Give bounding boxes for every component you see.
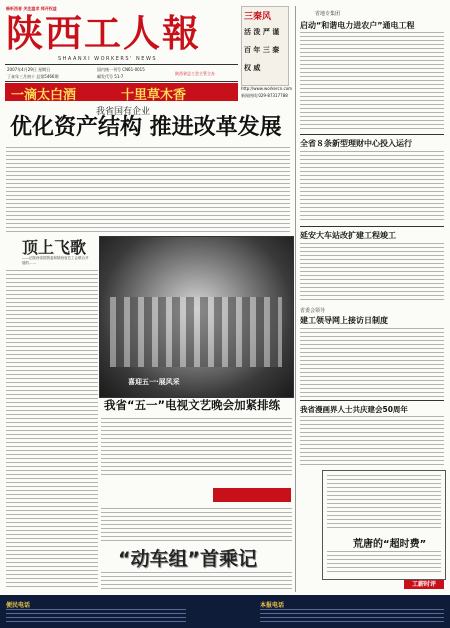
- masthead-info-box: [5, 64, 238, 82]
- left-feature-body: [6, 270, 98, 590]
- side-promo-line-2: 百 年 三 秦: [244, 46, 280, 54]
- main-article-headline: 优化资产结构 推进改革发展: [10, 115, 282, 140]
- side-promo: [241, 6, 289, 86]
- right-body-5: [300, 416, 444, 466]
- footer-left-label: 便民电话: [6, 602, 31, 609]
- left-feature-headline: 顶上飞歌: [22, 238, 87, 257]
- column-divider: [295, 6, 296, 592]
- right-body-2: [300, 151, 444, 223]
- logo-pinyin: SHAANXI WORKERS' NEWS: [58, 56, 158, 62]
- commentary-title: 荒唐的“超时费”: [353, 539, 427, 550]
- footer-left-text: [6, 609, 186, 623]
- news-hotline: 新闻热线:029-87317788: [241, 93, 288, 98]
- side-promo-line-3: 权 威: [244, 64, 261, 72]
- main-article-body: [6, 147, 290, 232]
- ad-banner-left: 一滴太白酒: [11, 88, 77, 103]
- right-body-3: [300, 243, 444, 303]
- right-body-4: [300, 328, 444, 398]
- top-slogan: 畅听西音 关注温求 拜开权益: [6, 6, 57, 11]
- right-headline-3: 延安大车站改扩建工程竣工: [300, 231, 396, 240]
- newspaper-logo: 陕西工人報: [6, 12, 201, 55]
- right-rule-3: [300, 400, 444, 401]
- right-rule-1: [300, 134, 444, 135]
- side-promo-line-1: 活 泼 严 谨: [244, 28, 280, 36]
- gala-red-box: [213, 488, 291, 502]
- photo-dancers: [110, 297, 282, 367]
- side-promo-label: 三秦风: [244, 12, 272, 22]
- right-headline-5: 我省漫画界人士共庆建会50周年: [300, 405, 408, 414]
- right-kicker-4: 省委会领导: [300, 308, 326, 314]
- date-line: 2007年4月29日 星期日: [7, 67, 51, 72]
- footer-bar: [0, 595, 450, 628]
- commentary-box: [322, 470, 446, 580]
- right-headline-4: 建工领导网上接访日制度: [300, 316, 388, 325]
- right-headline-1: 启动“和谐电力进农户”通电工程: [300, 21, 415, 30]
- lower-column-body: [101, 508, 292, 541]
- right-header: 省地专集团: [315, 11, 341, 17]
- issue-line: 丁亥年三月初十 总第5466期: [7, 74, 59, 79]
- footer-right-text: [260, 609, 444, 623]
- bottom-body: [101, 572, 292, 592]
- gala-photo: [99, 236, 294, 398]
- right-body-1: [300, 32, 444, 132]
- postal-code: 邮发代号 51-7: [97, 74, 124, 79]
- publisher-line: 陕西省总工会主管主办: [175, 71, 215, 76]
- right-rule-2: [300, 226, 444, 227]
- commentary-body-2: [327, 551, 441, 575]
- cn-number: 国内统一刊号 CN61-0015: [97, 67, 145, 72]
- commentary-tag: 工薪时评: [404, 580, 444, 589]
- main-article-kicker: 我省国有企业: [96, 107, 151, 117]
- footer-mid-label: 本报电话: [260, 602, 285, 609]
- left-feature-subtitle: ——记陕西省国资委和陕西省总工会联合开展的……: [22, 256, 89, 265]
- gala-headline: 我省“五一”电视文艺晚会加紧排练: [104, 398, 281, 412]
- right-headline-2: 全省８条新型理财中心投入运行: [300, 139, 412, 148]
- photo-caption: 喜迎五一·展风采: [128, 378, 180, 386]
- ad-banner-right: 十里草木香: [121, 88, 187, 103]
- commentary-body: [327, 475, 441, 530]
- ad-banner: [5, 83, 238, 101]
- gala-body: [101, 418, 292, 478]
- bottom-title: “动车组”首乘记: [118, 548, 257, 570]
- website-url[interactable]: http://www.workercn.com: [241, 86, 293, 91]
